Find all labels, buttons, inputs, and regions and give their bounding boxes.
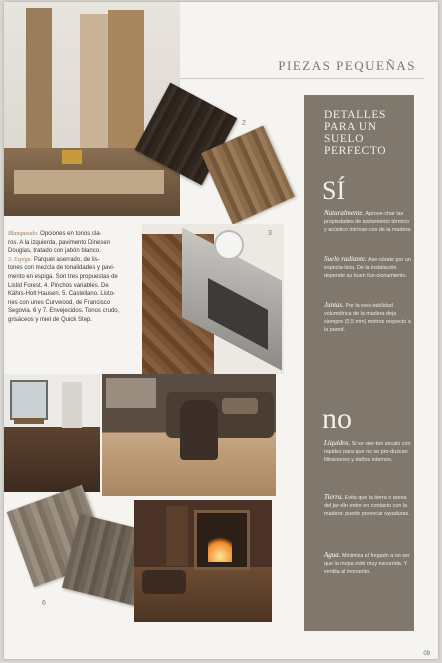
- magazine-page: [4, 2, 438, 659]
- tips-panel: [304, 95, 414, 631]
- photo-interior-room: [4, 374, 100, 492]
- doorway: [62, 382, 82, 428]
- caption-line: tones con mezcla de tonalidades y pavi-: [8, 265, 115, 272]
- photo-fireplace-room: [134, 500, 272, 622]
- leaning-plank: [26, 8, 52, 148]
- caption-line: Blanqueado. Opciones en tonos cla-: [8, 231, 102, 237]
- tip-item: Líquidos. Si se vier-ten secalo con rapidez para que no se pro-duzcan filtraciones y daños internos.: [324, 439, 411, 463]
- leaning-plank: [108, 10, 144, 148]
- photo-captions: [8, 230, 136, 325]
- tip-item: Naturalmente. Aprove-char las propiedades de aislamiento térmico y acústico intrínse-cos de la madera.: [324, 209, 412, 233]
- caption-line: 3. Espiga. Parquet aserrado, de lis-: [8, 256, 100, 263]
- caption-line: Segovia. 6 y 7. Envejecidos. Tonos crudo,: [8, 308, 120, 315]
- caption-line: nes con unes Curvwood, de Francisco: [8, 299, 111, 306]
- caption-line: Listid Forest. 4. Pinchos variables. De: [8, 282, 109, 289]
- table: [14, 418, 44, 424]
- photo-number-2: 2: [242, 120, 246, 127]
- yes-heading: SÍ: [322, 176, 346, 205]
- tip-item: Agua. Minimiza el fregado a no ser que la mopa esté muy escurrida. Y ventila al momento.: [324, 551, 410, 575]
- window-light: [106, 378, 156, 408]
- tip-item: Juntas. Por la ines-tabilidad volumétrica de la madera deja siempre (0,5 mm) metros respecto a la pared.: [324, 301, 411, 333]
- fire: [208, 534, 232, 562]
- caption-line: Douglas, tratado con jabón blanco.: [8, 248, 101, 255]
- armchair: [142, 570, 186, 594]
- caption-line: Kährs-Holt Hausen. 5. Castellano. Listo-: [8, 291, 116, 298]
- panel-title: DETALLES PARA UN SUELO PERFECTO: [324, 109, 387, 157]
- photo-living-room: [102, 374, 276, 496]
- person: [180, 400, 218, 460]
- photo-number-6: 6: [42, 600, 46, 607]
- window: [10, 380, 48, 420]
- wall-clock: [214, 230, 244, 260]
- photo-planks-leaning: [4, 2, 180, 216]
- tip-item: Suelo radiante. Ase-sórate por un especia-lista. De la instalación depende su buen fun-cionamiento.: [324, 255, 411, 279]
- tip-item: Tierra. Evita que la tierra o arena del jar-dín entre en contacto con la madera: puede provocar rayaduras.: [324, 493, 410, 517]
- photo-number-3: 3: [268, 230, 272, 237]
- caption-line: mento en espiga. Son tres propuestas de: [8, 273, 118, 280]
- bookshelf: [166, 506, 188, 566]
- caption-line: grisáceos y miel de Quick Step.: [8, 316, 93, 323]
- header-rule: [180, 78, 424, 79]
- tool-box: [62, 150, 82, 164]
- no-heading: no: [322, 402, 352, 435]
- cushion: [222, 398, 258, 414]
- floor-samples: [14, 170, 164, 194]
- page-number: 09: [423, 651, 430, 657]
- section-title: PIEZAS PEQUEÑAS: [278, 58, 416, 73]
- photo-kitchen-herringbone: [142, 224, 284, 374]
- caption-line: ros. A la izquierda, pavimento Dinesen: [8, 239, 111, 246]
